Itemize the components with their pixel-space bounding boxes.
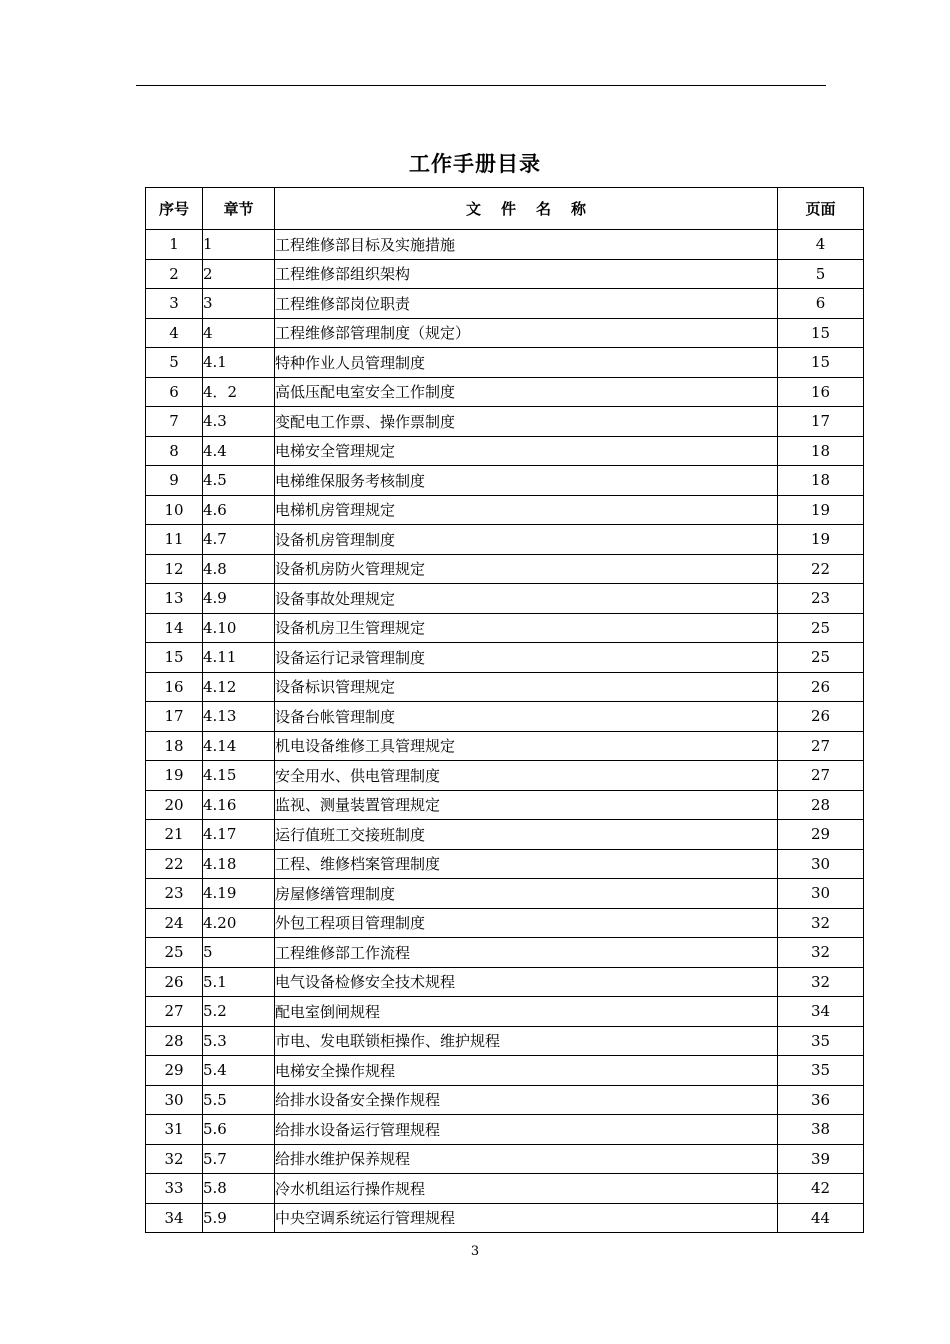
row-page: 35 — [778, 1026, 864, 1056]
table-row — [146, 820, 864, 850]
row-page: 4 — [778, 230, 864, 260]
row-name: 机电设备维修工具管理规定 — [275, 731, 778, 761]
row-name: 冷水机组运行操作规程 — [275, 1174, 778, 1204]
row-page: 23 — [778, 584, 864, 614]
row-page: 32 — [778, 908, 864, 938]
row-name: 电梯安全管理规定 — [275, 436, 778, 466]
row-chapter: 4.5 — [203, 466, 275, 496]
table-row — [146, 436, 864, 466]
row-page: 27 — [778, 761, 864, 791]
row-seq: 29 — [146, 1056, 203, 1086]
table-row — [146, 1026, 864, 1056]
row-chapter: 5.2 — [203, 997, 275, 1027]
row-page: 26 — [778, 672, 864, 702]
row-page: 17 — [778, 407, 864, 437]
row-chapter: 4.15 — [203, 761, 275, 791]
row-page: 35 — [778, 1056, 864, 1086]
row-page: 32 — [778, 938, 864, 968]
row-seq: 13 — [146, 584, 203, 614]
table-row — [146, 348, 864, 378]
page-number: 3 — [470, 1244, 480, 1259]
row-name: 给排水设备运行管理规程 — [275, 1115, 778, 1145]
row-seq: 1 — [146, 230, 203, 260]
table-row — [146, 761, 864, 791]
row-page: 22 — [778, 554, 864, 584]
row-chapter: 4 — [203, 318, 275, 348]
row-seq: 21 — [146, 820, 203, 850]
row-seq: 26 — [146, 967, 203, 997]
row-name: 中央空调系统运行管理规程 — [275, 1203, 778, 1233]
row-seq: 4 — [146, 318, 203, 348]
row-chapter: 4.4 — [203, 436, 275, 466]
table-row — [146, 495, 864, 525]
row-name: 电梯机房管理规定 — [275, 495, 778, 525]
row-name: 电气设备检修安全技术规程 — [275, 967, 778, 997]
row-page: 15 — [778, 318, 864, 348]
row-name: 设备机房管理制度 — [275, 525, 778, 555]
table-row — [146, 1144, 864, 1174]
row-chapter: 4.12 — [203, 672, 275, 702]
row-chapter: 4.17 — [203, 820, 275, 850]
table-row — [146, 466, 864, 496]
header-rule — [136, 85, 826, 86]
table-row — [146, 1174, 864, 1204]
row-page: 39 — [778, 1144, 864, 1174]
row-name: 设备标识管理规定 — [275, 672, 778, 702]
table-row — [146, 1203, 864, 1233]
row-seq: 25 — [146, 938, 203, 968]
row-name: 监视、测量装置管理规定 — [275, 790, 778, 820]
row-page: 18 — [778, 436, 864, 466]
toc-table — [145, 187, 864, 1233]
table-row — [146, 938, 864, 968]
table-row — [146, 407, 864, 437]
row-seq: 18 — [146, 731, 203, 761]
table-row — [146, 289, 864, 319]
table-row — [146, 525, 864, 555]
row-chapter: 4.11 — [203, 643, 275, 673]
table-row — [146, 967, 864, 997]
row-chapter: 4.18 — [203, 849, 275, 879]
row-seq: 34 — [146, 1203, 203, 1233]
row-page: 16 — [778, 377, 864, 407]
row-name: 设备机房防火管理规定 — [275, 554, 778, 584]
table-row — [146, 613, 864, 643]
row-chapter: 5 — [203, 938, 275, 968]
table-row — [146, 230, 864, 260]
table-row — [146, 849, 864, 879]
row-name: 给排水设备安全操作规程 — [275, 1085, 778, 1115]
table-row — [146, 1056, 864, 1086]
row-seq: 3 — [146, 289, 203, 319]
row-chapter: 5.1 — [203, 967, 275, 997]
row-page: 25 — [778, 643, 864, 673]
row-name: 设备机房卫生管理规定 — [275, 613, 778, 643]
row-name: 市电、发电联锁柜操作、维护规程 — [275, 1026, 778, 1056]
row-chapter: 4.19 — [203, 879, 275, 909]
row-page: 26 — [778, 702, 864, 732]
header-chapter: 章节 — [203, 188, 275, 230]
row-chapter: 5.5 — [203, 1085, 275, 1115]
row-name: 运行值班工交接班制度 — [275, 820, 778, 850]
row-chapter: 4.1 — [203, 348, 275, 378]
row-chapter: 4.13 — [203, 702, 275, 732]
header-name: 文件名称 — [275, 188, 778, 230]
row-page: 30 — [778, 879, 864, 909]
row-seq: 17 — [146, 702, 203, 732]
row-seq: 15 — [146, 643, 203, 673]
row-chapter: 4.10 — [203, 613, 275, 643]
row-chapter: 4.20 — [203, 908, 275, 938]
row-page: 19 — [778, 525, 864, 555]
row-name: 电梯维保服务考核制度 — [275, 466, 778, 496]
row-name: 工程维修部组织架构 — [275, 259, 778, 289]
row-page: 32 — [778, 967, 864, 997]
row-page: 34 — [778, 997, 864, 1027]
row-seq: 14 — [146, 613, 203, 643]
row-page: 28 — [778, 790, 864, 820]
row-chapter: 4.7 — [203, 525, 275, 555]
row-page: 38 — [778, 1115, 864, 1145]
row-chapter: 2 — [203, 259, 275, 289]
row-seq: 8 — [146, 436, 203, 466]
row-seq: 6 — [146, 377, 203, 407]
table-row — [146, 554, 864, 584]
row-chapter: 5.8 — [203, 1174, 275, 1204]
row-name: 工程、维修档案管理制度 — [275, 849, 778, 879]
row-chapter: 4.9 — [203, 584, 275, 614]
row-seq: 31 — [146, 1115, 203, 1145]
row-chapter: 4.3 — [203, 407, 275, 437]
row-name: 房屋修缮管理制度 — [275, 879, 778, 909]
row-page: 44 — [778, 1203, 864, 1233]
header-page: 页面 — [778, 188, 864, 230]
row-seq: 24 — [146, 908, 203, 938]
row-chapter: 4.6 — [203, 495, 275, 525]
row-seq: 27 — [146, 997, 203, 1027]
row-name: 工程维修部目标及实施措施 — [275, 230, 778, 260]
row-seq: 2 — [146, 259, 203, 289]
row-seq: 23 — [146, 879, 203, 909]
row-page: 42 — [778, 1174, 864, 1204]
row-name: 工程维修部工作流程 — [275, 938, 778, 968]
row-name: 配电室倒闸规程 — [275, 997, 778, 1027]
row-name: 电梯安全操作规程 — [275, 1056, 778, 1086]
table-row — [146, 377, 864, 407]
row-seq: 5 — [146, 348, 203, 378]
row-seq: 32 — [146, 1144, 203, 1174]
row-name: 安全用水、供电管理制度 — [275, 761, 778, 791]
row-page: 6 — [778, 289, 864, 319]
row-page: 27 — [778, 731, 864, 761]
row-page: 18 — [778, 466, 864, 496]
row-name: 高低压配电室安全工作制度 — [275, 377, 778, 407]
row-name: 工程维修部管理制度（规定） — [275, 318, 778, 348]
row-page: 30 — [778, 849, 864, 879]
row-page: 36 — [778, 1085, 864, 1115]
row-chapter: 5.4 — [203, 1056, 275, 1086]
toc-header-row — [146, 188, 864, 230]
table-row — [146, 908, 864, 938]
row-chapter: 1 — [203, 230, 275, 260]
table-row — [146, 643, 864, 673]
toc-body — [146, 230, 864, 1233]
row-chapter: 5.7 — [203, 1144, 275, 1174]
row-name: 特种作业人员管理制度 — [275, 348, 778, 378]
row-seq: 22 — [146, 849, 203, 879]
row-seq: 16 — [146, 672, 203, 702]
row-page: 29 — [778, 820, 864, 850]
row-chapter: 3 — [203, 289, 275, 319]
row-name: 外包工程项目管理制度 — [275, 908, 778, 938]
row-seq: 7 — [146, 407, 203, 437]
row-page: 15 — [778, 348, 864, 378]
row-seq: 30 — [146, 1085, 203, 1115]
row-seq: 19 — [146, 761, 203, 791]
row-chapter: 4.16 — [203, 790, 275, 820]
row-name: 设备事故处理规定 — [275, 584, 778, 614]
row-page: 19 — [778, 495, 864, 525]
row-name: 设备运行记录管理制度 — [275, 643, 778, 673]
table-row — [146, 790, 864, 820]
table-row — [146, 259, 864, 289]
row-seq: 33 — [146, 1174, 203, 1204]
row-chapter: 4.14 — [203, 731, 275, 761]
row-name: 设备台帐管理制度 — [275, 702, 778, 732]
row-chapter: 5.9 — [203, 1203, 275, 1233]
row-name: 变配电工作票、操作票制度 — [275, 407, 778, 437]
header-seq: 序号 — [146, 188, 203, 230]
table-row — [146, 1115, 864, 1145]
row-seq: 11 — [146, 525, 203, 555]
table-row — [146, 997, 864, 1027]
row-chapter: 5.6 — [203, 1115, 275, 1145]
row-seq: 28 — [146, 1026, 203, 1056]
document-title: 工作手册目录 — [409, 152, 541, 176]
row-seq: 20 — [146, 790, 203, 820]
table-row — [146, 672, 864, 702]
table-row — [146, 731, 864, 761]
row-name: 给排水维护保养规程 — [275, 1144, 778, 1174]
row-chapter: 4．2 — [203, 377, 275, 407]
row-chapter: 4.8 — [203, 554, 275, 584]
table-row — [146, 584, 864, 614]
table-row — [146, 1085, 864, 1115]
table-row — [146, 318, 864, 348]
row-seq: 10 — [146, 495, 203, 525]
row-chapter: 5.3 — [203, 1026, 275, 1056]
row-seq: 9 — [146, 466, 203, 496]
row-name: 工程维修部岗位职责 — [275, 289, 778, 319]
row-page: 25 — [778, 613, 864, 643]
table-row — [146, 702, 864, 732]
row-seq: 12 — [146, 554, 203, 584]
row-page: 5 — [778, 259, 864, 289]
table-row — [146, 879, 864, 909]
